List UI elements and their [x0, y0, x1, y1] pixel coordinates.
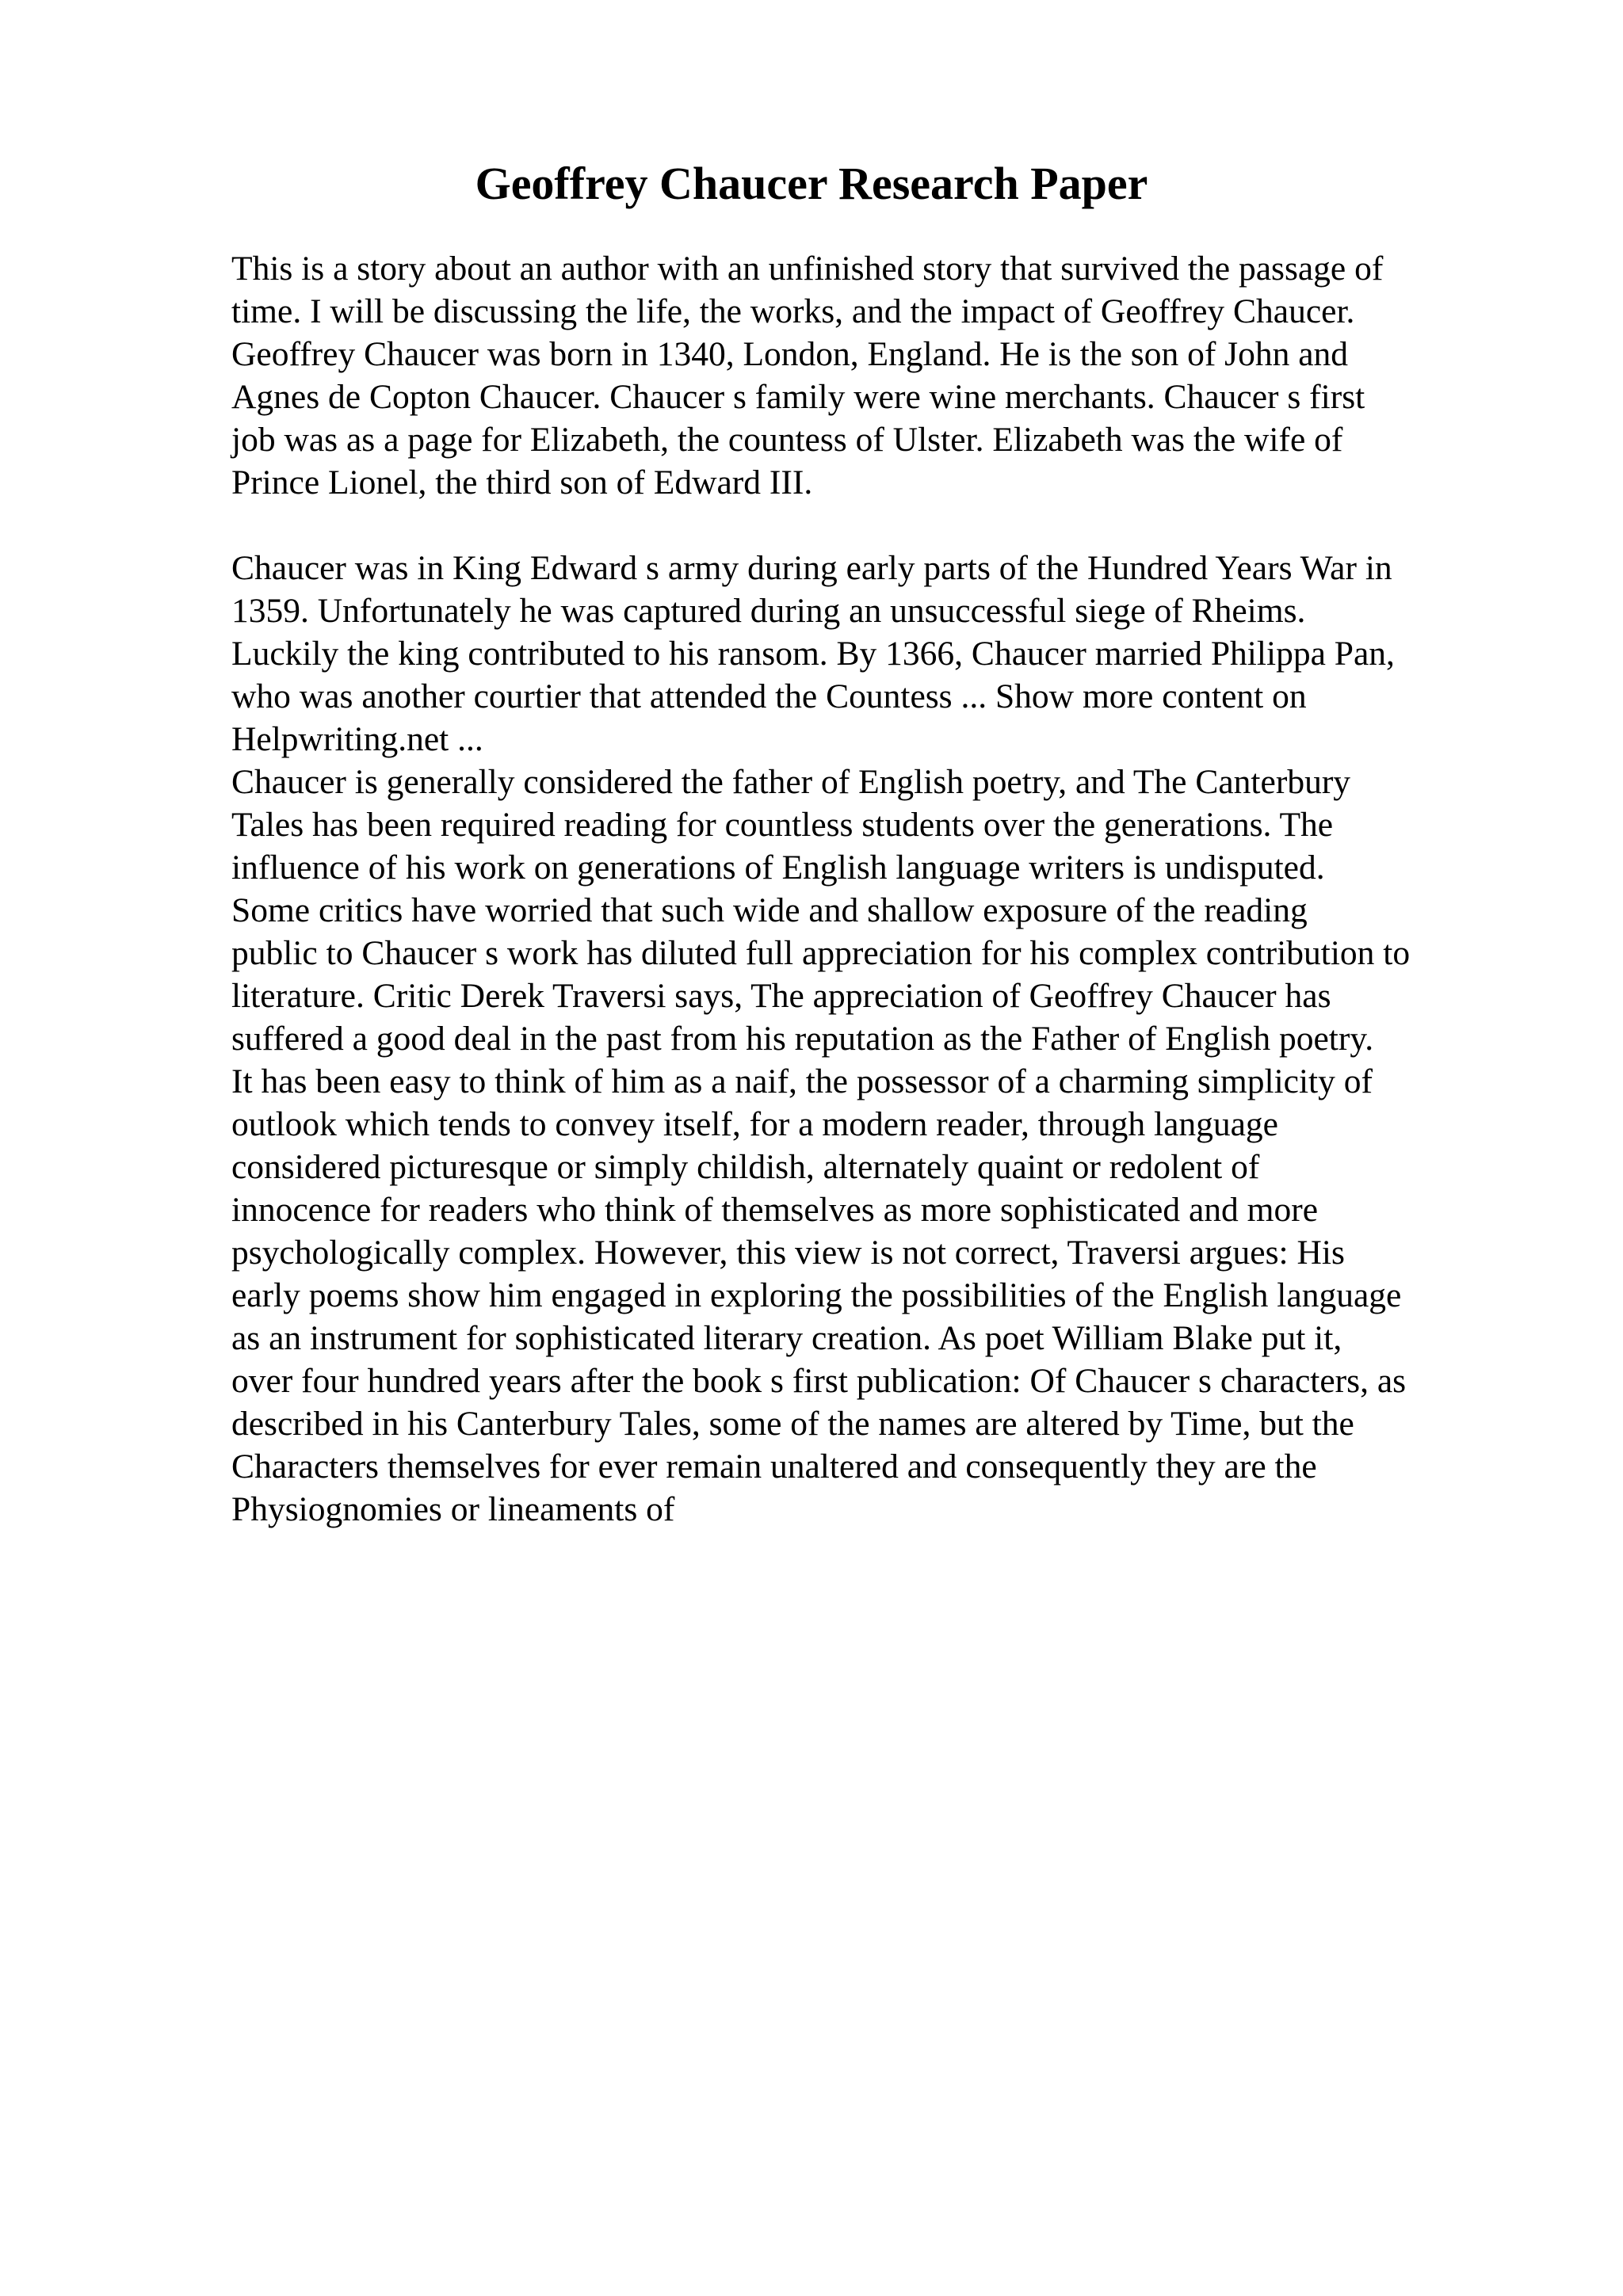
- text-line: who was another courtier that attended the Countess ... Show more content on: [231, 677, 1307, 715]
- text-line: influence of his work on generations of English language writers is undisputed.: [231, 849, 1325, 887]
- text-line: Characters themselves for ever remain unaltered and consequently they are the: [231, 1447, 1317, 1486]
- text-line: It has been easy to think of him as a naif, the possessor of a charming simplicity of: [231, 1062, 1373, 1100]
- text-line: Geoffrey Chaucer was born in 1340, London, England. He is the son of John and: [231, 335, 1349, 373]
- text-line: described in his Canterbury Tales, some of the names are altered by Time, but the: [231, 1405, 1354, 1443]
- text-line: considered picturesque or simply childish, alternately quaint or redolent of: [231, 1148, 1260, 1186]
- text-line: Chaucer is generally considered the father of English poetry, and The Canterbury: [231, 763, 1351, 801]
- text-line: Prince Lionel, the third son of Edward III.: [231, 463, 813, 502]
- text-line: outlook which tends to convey itself, for a modern reader, through language: [231, 1105, 1278, 1143]
- text-line: over four hundred years after the book s first publication: Of Chaucer s characters, as: [231, 1362, 1407, 1400]
- document-title: Geoffrey Chaucer Research Paper: [475, 158, 1148, 209]
- text-line: innocence for readers who think of themselves as more sophisticated and more: [231, 1191, 1319, 1229]
- text-line: Some critics have worried that such wide and shallow exposure of the reading: [231, 891, 1308, 929]
- text-line: psychologically complex. However, this view is not correct, Traversi argues: His: [231, 1234, 1345, 1272]
- paragraph-2: [231, 547, 1515, 1531]
- text-line: Tales has been required reading for countless students over the generations. The: [231, 806, 1334, 844]
- text-line: This is a story about an author with an unfinished story that survived the passage of: [231, 250, 1384, 288]
- text-line: suffered a good deal in the past from his reputation as the Father of English poetry.: [231, 1020, 1374, 1058]
- text-line: Helpwriting.net ...: [231, 720, 483, 758]
- text-line: early poems show him engaged in exploring the possibilities of the English language: [231, 1276, 1402, 1314]
- text-line: Agnes de Copton Chaucer. Chaucer s family were wine merchants. Chaucer s first: [231, 378, 1365, 416]
- text-line: Chaucer was in King Edward s army during early parts of the Hundred Years War in: [231, 549, 1392, 587]
- text-line: 1359. Unfortunately he was captured during an unsuccessful siege of Rheims.: [231, 592, 1306, 630]
- text-line: Physiognomies or lineaments of: [231, 1490, 675, 1528]
- text-line: Luckily the king contributed to his ransom. By 1366, Chaucer married Philippa Pan,: [231, 635, 1395, 673]
- text-line: time. I will be discussing the life, the works, and the impact of Geoffrey Chaucer.: [231, 292, 1355, 330]
- text-line: public to Chaucer s work has diluted full appreciation for his complex contribution to: [231, 934, 1411, 972]
- text-line: as an instrument for sophisticated literary creation. As poet William Blake put it,: [231, 1319, 1342, 1357]
- text-line: job was as a page for Elizabeth, the countess of Ulster. Elizabeth was the wife of: [231, 421, 1343, 459]
- text-line: literature. Critic Derek Traversi says, The appreciation of Geoffrey Chaucer has: [231, 977, 1331, 1015]
- paragraph-1: [231, 247, 1515, 504]
